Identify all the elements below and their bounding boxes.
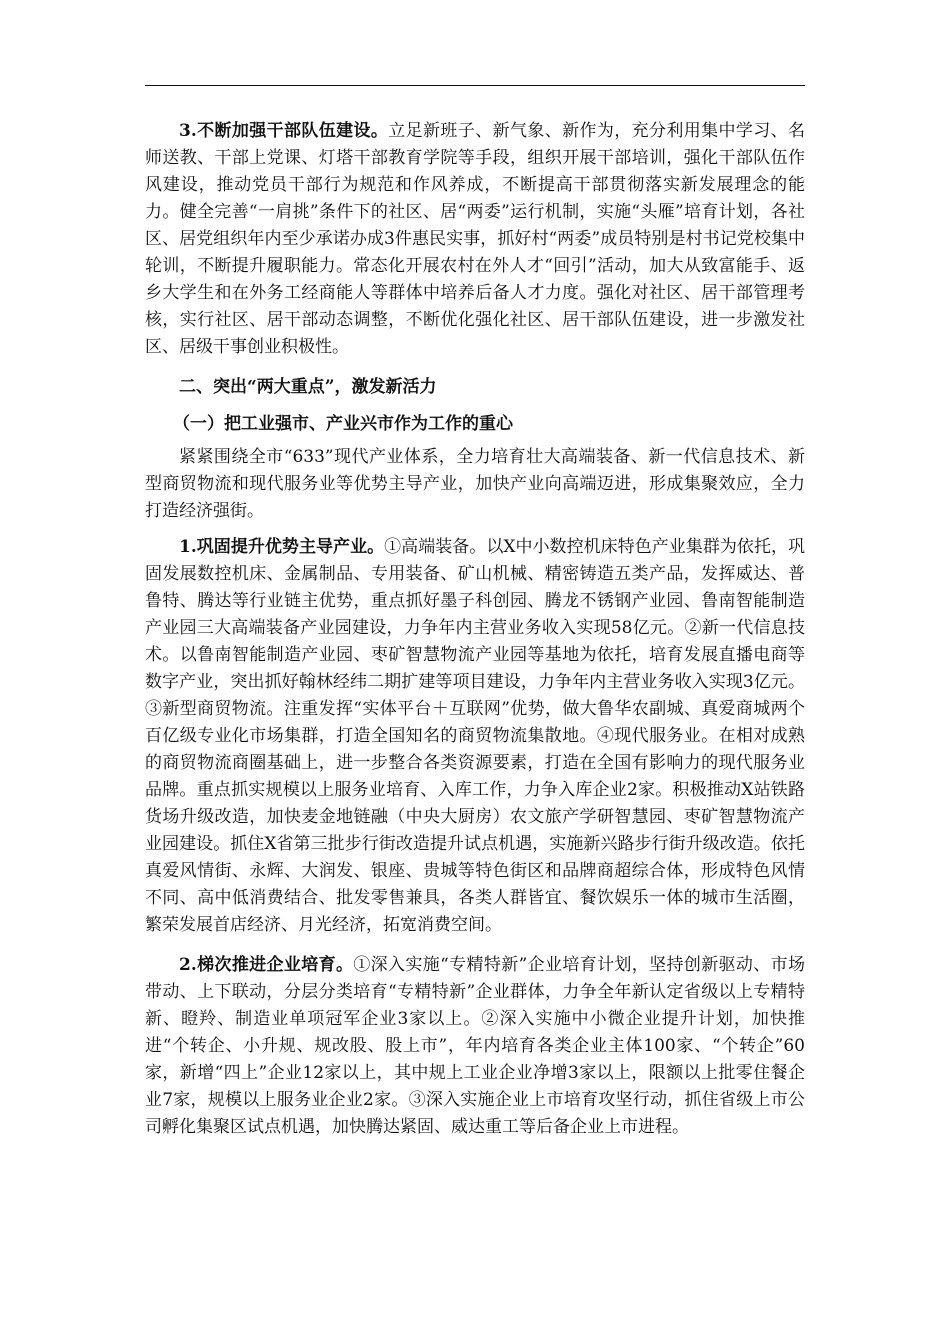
paragraph-cadre-team: [145, 118, 805, 361]
paragraph-text: ①深入实施“专精特新”企业培育计划，坚持创新驱动、市场带动、上下联动，分层分类培育“专精特新”企业群体，力争全年新认定省级以上专精特新、瞪羚、制造业单项冠军企业3家以上。②深入实施中小微企业提升计划，加快推进“个转企、小升规、规改股、股上市”，年内培育各类企业主体100家、“个转企”60家，新增“四上”企业12家以上，其中规上工业企业净增3家以上，限额以上批零住餐企业7家，规模以上服务业企业2家。③深入实施企业上市培育攻坚行动，抓住省级上市公司孵化集聚区试点机遇，加快腾达紧固、威达重工等后备企业上市进程。: [145, 955, 805, 1137]
section-heading: 二、突出“两大重点”，激发新活力: [179, 377, 437, 397]
paragraph-lead: 3.不断加强干部队伍建设。: [179, 121, 389, 141]
header-rule: [145, 85, 805, 86]
document-body: [145, 118, 805, 1154]
paragraph-text: 立足新班子、新气象、新作为，充分利用集中学习、名师送教、干部上党课、灯塔干部教育学院等手段，组织开展干部培训，强化干部队伍作风建设，推动党员干部行为规范和作风养成，不断提高干部贯彻落实新发展理念的能力。健全完善“一肩挑”条件下的社区、居“两委”运行机制，实施“头雁”培育计划，各社区、居党组织年内至少承诺办成3件惠民实事，抓好村“两委”成员特别是村书记党校集中轮训，不断提升履职能力。常态化开展农村在外人才“回引”活动，加大从致富能手、返乡大学生和在外务工经商能人等群体中培养后备人才力度。强化对社区、居干部管理考核，实行社区、居干部动态调整，不断优化强化社区、居干部队伍建设，进一步激发社区、居级干事创业积极性。: [145, 121, 806, 357]
paragraph-text: ①高端装备。以X中小数控机床特色产业集群为依托，巩固发展数控机床、金属制品、专用装备、矿山机械、精密铸造五类产品，发挥威达、普鲁特、腾达等行业链主优势，重点抓好墨子科创园、腾龙不锈钢产业园、鲁南智能制造产业园三大高端装备产业园建设，力争年内主营业务收入实现58亿元。②新一代信息技术。以鲁南智能制造产业园、枣矿智慧物流产业园等基地为依托，培育发展直播电商等数字产业，突出抓好翰林经纬二期扩建等项目建设，力争年内主营业务收入实现3亿元。③新型商贸物流。注重发挥“实体平台＋互联网”优势，做大鲁华农副城、真爱商城两个百亿级专业化市场集群，打造全国知名的商贸物流集散地。④现代服务业。在相对成熟的商贸物流商圈基础上，进一步整合各类资源要素，打造在全国有影响力的现代服务业品牌。重点抓实规模以上服务业培育、入库工作，力争入库企业2家。积极推动X站铁路货场升级改造，加快麦金地链融（中央大厨房）农文旅产学研智慧园、枣矿智慧物流产业园建设。抓住X省第三批步行街改造提升试点机遇，实施新兴路步行街升级改造。依托真爱风情街、永辉、大润发、银座、贵城等特色街区和品牌商超综合体，形成特色风情不同、高中低消费结合、批发零售兼具，各类人群皆宜、餐饮娱乐一体的城市生活圈，繁荣发展首店经济、月光经济，拓宽消费空间。: [145, 537, 806, 935]
paragraph-item-1: [145, 534, 805, 939]
paragraph-lead: 2.梯次推进企业培育。: [179, 955, 354, 975]
paragraph-intro: 紧紧围绕全市“633”现代产业体系，全力培育壮大高端装备、新一代信息技术、新型商贸物流和现代服务业等优势主导产业，加快产业向高端迈进，形成集聚效应，全力打造经济强街。: [145, 447, 805, 521]
paragraph-lead: 1.巩固提升优势主导产业。: [179, 537, 385, 557]
paragraph-item-2: [145, 952, 805, 1141]
subsection-heading: （一）把工业强市、产业兴市作为工作的重心: [173, 414, 513, 434]
